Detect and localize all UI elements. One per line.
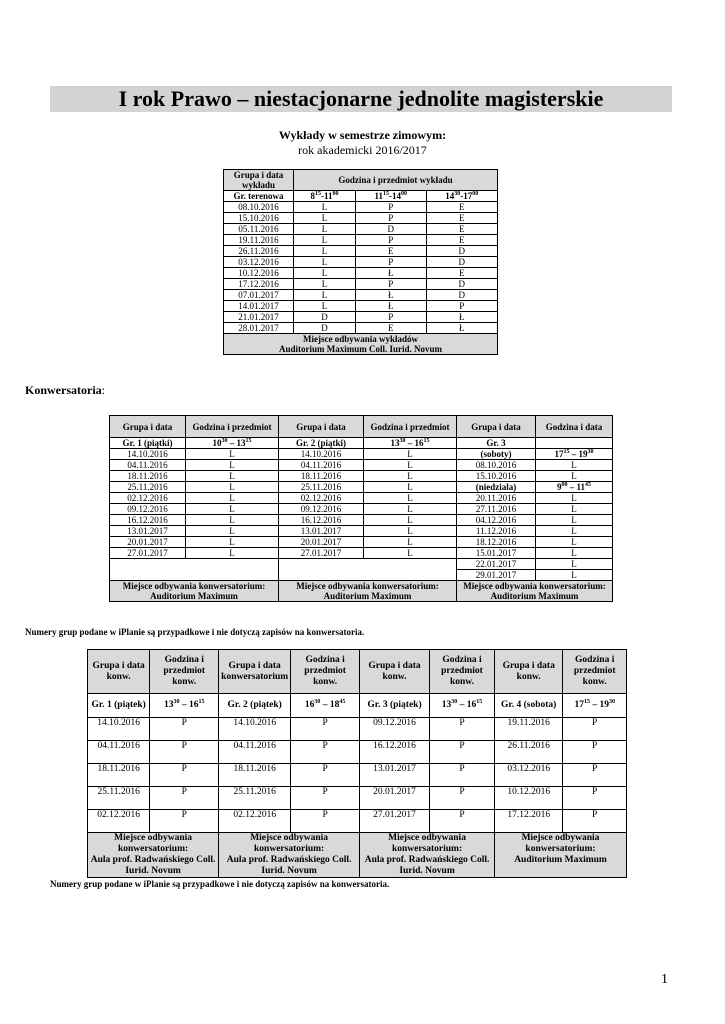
date-cell: 15.01.2017 [457, 548, 536, 559]
time-minutes: 30 [173, 698, 180, 705]
subject-cell: L [186, 526, 279, 537]
date-cell: 07.01.2017 [224, 290, 294, 301]
slot-time [426, 191, 497, 202]
group-3-time [536, 482, 613, 493]
date-cell: 05.11.2016 [224, 224, 294, 235]
time-hours: -14 [389, 191, 402, 201]
subject-cell: P [429, 718, 494, 741]
academic-year: rok akademicki 2016/2017 [298, 143, 427, 157]
table-row [110, 471, 613, 482]
subject-cell: P [150, 787, 219, 810]
subject-cell: L [294, 235, 356, 246]
subject-cell: Ł [356, 268, 427, 279]
subject-cell: D [294, 323, 356, 334]
group-1-label: Gr. 1 (piątki) [110, 438, 186, 449]
date-cell: 16.12.2016 [360, 741, 430, 764]
subject-cell: L [364, 515, 457, 526]
date-cell: 04.12.2016 [457, 515, 536, 526]
date-cell: 14.10.2016 [110, 449, 186, 460]
place-label: Miejsce odbywania wykładów [302, 334, 418, 344]
empty-cell [536, 438, 613, 449]
header-cell: Grupa i data konw. [495, 650, 563, 694]
place-value: Auditorium Maximum [514, 855, 607, 865]
table-row [224, 268, 498, 279]
time-minutes: 45 [585, 482, 591, 488]
subject-cell: P [291, 764, 360, 787]
slot-time [294, 191, 356, 202]
date-cell: 04.11.2016 [219, 741, 291, 764]
date-cell: 16.12.2016 [110, 515, 186, 526]
date-cell: 21.01.2017 [224, 312, 294, 323]
table-row [224, 279, 498, 290]
subject-cell: L [536, 515, 613, 526]
subject-cell: L [536, 493, 613, 504]
date-cell: 18.11.2016 [219, 764, 291, 787]
empty-cell [110, 559, 279, 581]
time-hours: 13 [390, 438, 400, 448]
date-cell: 27.11.2016 [457, 504, 536, 515]
header-cell: Godzina i przedmiot konw. [429, 650, 494, 694]
group-label: Gr. 4 (sobota) [495, 694, 563, 718]
subject-cell: Ł [356, 290, 427, 301]
date-cell: 10.12.2016 [224, 268, 294, 279]
table-row [88, 764, 627, 787]
subject-cell: L [536, 504, 613, 515]
header-cell: Grupa i data konw. [88, 650, 150, 694]
subject-cell: Ł [426, 323, 497, 334]
subject-cell: D [426, 257, 497, 268]
table-row [224, 290, 498, 301]
date-cell: 03.12.2016 [495, 764, 563, 787]
time-hours: 13 [163, 700, 174, 710]
subject-cell: L [294, 301, 356, 312]
place-cell [457, 581, 613, 602]
header-group-date: Grupa i data [110, 416, 186, 438]
date-cell: 10.12.2016 [495, 787, 563, 810]
subject-cell: L [186, 504, 279, 515]
table-row [110, 493, 613, 504]
date-cell: 13.01.2017 [110, 526, 186, 537]
date-cell: 13.01.2017 [360, 764, 430, 787]
place-cell [110, 581, 279, 602]
place-value: Auditorium Maximum [490, 591, 579, 601]
time-minutes: 15 [383, 191, 390, 197]
header-hour-subject: Godzina i przedmiot wykładu [294, 170, 498, 191]
table-row [110, 559, 613, 570]
subject-cell: L [186, 493, 279, 504]
time-minutes: 15 [563, 449, 570, 455]
subject-cell: L [536, 460, 613, 471]
subject-cell: P [429, 787, 494, 810]
time-minutes: 15 [476, 698, 483, 705]
date-cell: 02.12.2016 [219, 810, 291, 833]
table-row [88, 810, 627, 833]
place-label: Miejsce odbywania konwersatorium: [114, 833, 192, 854]
subject-cell: L [186, 515, 279, 526]
lectures-heading: Wykłady w semestrze zimowym: [278, 128, 447, 142]
place-value: Aula prof. Radwańskiego Coll. Iurid. Novum [226, 855, 352, 876]
date-cell: 15.10.2016 [457, 471, 536, 482]
lectures-table [223, 169, 498, 355]
date-cell: 20.01.2017 [110, 537, 186, 548]
time-hours: 8 [310, 191, 315, 201]
time-minutes: 45 [339, 698, 346, 705]
table-row [224, 213, 498, 224]
subject-cell: P [563, 810, 627, 833]
subject-cell: L [294, 246, 356, 257]
subject-cell: L [186, 449, 279, 460]
date-cell: 17.12.2016 [224, 279, 294, 290]
date-cell: 27.01.2017 [360, 810, 430, 833]
subject-cell: E [426, 224, 497, 235]
place-value: Auditorium Maximum [323, 591, 412, 601]
table-row [224, 301, 498, 312]
group-time [291, 694, 360, 718]
group-3-time [536, 449, 613, 460]
time-minutes: 30 [454, 191, 461, 197]
subject-cell: L [294, 202, 356, 213]
date-cell: 19.11.2016 [224, 235, 294, 246]
subject-cell: P [429, 810, 494, 833]
table-row [224, 312, 498, 323]
subject-cell: L [294, 279, 356, 290]
time-minutes: 15 [198, 698, 205, 705]
subject-cell: P [291, 741, 360, 764]
time-hours: 17 [574, 700, 584, 710]
table-row [224, 257, 498, 268]
subject-cell: L [294, 257, 356, 268]
date-cell: 27.01.2017 [279, 548, 364, 559]
subject-cell: P [426, 301, 497, 312]
subject-cell: P [291, 718, 360, 741]
date-cell: 15.10.2016 [224, 213, 294, 224]
time-hours: – 18 [320, 700, 340, 710]
subject-cell: P [356, 213, 427, 224]
subject-cell: P [563, 787, 627, 810]
time-hours: -17 [460, 191, 473, 201]
subject-cell: L [536, 570, 613, 581]
place-value: Auditorium Maximum [150, 591, 238, 601]
time-hours: – 19 [569, 449, 588, 459]
header-hour-subject: Godzina i przedmiot [364, 416, 457, 438]
subject-cell: E [426, 213, 497, 224]
slot-time [356, 191, 427, 202]
subject-cell: E [356, 323, 427, 334]
date-cell: 20.11.2016 [457, 493, 536, 504]
time-minutes: 30 [587, 449, 594, 455]
place-cell [495, 833, 627, 878]
subject-cell: L [536, 548, 613, 559]
date-cell: 16.12.2016 [279, 515, 364, 526]
time-hours: 17 [554, 449, 564, 459]
subject-cell: P [356, 202, 427, 213]
subject-cell: P [150, 718, 219, 741]
table-row [110, 526, 613, 537]
subject-cell: P [291, 787, 360, 810]
table-row [110, 504, 613, 515]
table-row [224, 224, 498, 235]
date-cell: 14.01.2017 [224, 301, 294, 312]
time-minutes: 30 [399, 438, 406, 444]
place-label: Miejsce odbywania konwersatorium: [122, 581, 266, 591]
subject-cell: Ł [426, 312, 497, 323]
date-cell: 26.11.2016 [495, 741, 563, 764]
subject-cell: P [150, 741, 219, 764]
subject-cell: L [186, 460, 279, 471]
subject-cell: P [429, 741, 494, 764]
date-cell: 09.12.2016 [110, 504, 186, 515]
date-cell: 03.12.2016 [224, 257, 294, 268]
place-cell [360, 833, 495, 878]
subject-cell: E [426, 268, 497, 279]
header-group-date: Grupa i data wykładu [224, 170, 294, 191]
date-cell: 25.11.2016 [219, 787, 291, 810]
time-minutes: 15 [245, 438, 252, 444]
date-cell: 18.11.2016 [279, 471, 364, 482]
header-hour-date: Godzina i data [536, 416, 613, 438]
date-cell: 13.01.2017 [279, 526, 364, 537]
place-value: Auditorium Maximum Coll. Iurid. Novum [278, 344, 442, 354]
date-cell: 17.12.2016 [495, 810, 563, 833]
header-cell: Godzina i przedmiot konw. [150, 650, 219, 694]
subject-cell: L [364, 537, 457, 548]
subject-cell: L [364, 526, 457, 537]
time-hours: – 11 [567, 482, 585, 492]
date-cell: 18.12.2016 [457, 537, 536, 548]
subject-cell: P [563, 718, 627, 741]
date-cell: 04.11.2016 [279, 460, 364, 471]
date-cell: 25.11.2016 [110, 482, 186, 493]
subject-cell: L [536, 471, 613, 482]
subject-cell: L [364, 482, 457, 493]
date-cell: 14.10.2016 [88, 718, 150, 741]
time-minutes: 00 [561, 482, 568, 488]
date-cell: 18.11.2016 [110, 471, 186, 482]
group-2-label: Gr. 2 (piątki) [279, 438, 364, 449]
date-cell: 20.01.2017 [360, 787, 430, 810]
table-row [110, 515, 613, 526]
place-label: Miejsce odbywania konwersatorium: [296, 581, 439, 591]
subject-cell: L [186, 537, 279, 548]
groups-note-2: Numery grup podane w iPlanie są przypadkowe i nie dotyczą zapisów na konwersatoria. [50, 879, 390, 889]
konwersatoria-table-1 [109, 415, 613, 602]
page-number: 1 [661, 972, 668, 987]
time-minutes: 15 [315, 191, 321, 197]
subject-cell: L [294, 224, 356, 235]
date-cell: 04.11.2016 [110, 460, 186, 471]
group-3-label: Gr. 3 [457, 438, 536, 449]
place-label: Miejsce odbywania konwersatorium: [521, 833, 600, 854]
header-cell: Grupa i data konwersatorium [219, 650, 291, 694]
date-cell: 14.10.2016 [219, 718, 291, 741]
subject-cell: D [426, 246, 497, 257]
subject-cell: L [364, 449, 457, 460]
date-cell: 02.12.2016 [279, 493, 364, 504]
subject-cell: P [150, 810, 219, 833]
subject-cell: L [536, 537, 613, 548]
table-row [110, 460, 613, 471]
subject-cell: L [294, 268, 356, 279]
header-cell: Godzina i przedmiot konw. [291, 650, 360, 694]
time-minutes: 15 [423, 438, 430, 444]
empty-cell [279, 559, 457, 581]
group-2-time [364, 438, 457, 449]
table-row [224, 323, 498, 334]
subject-cell: L [294, 213, 356, 224]
time-hours: -11 [321, 191, 333, 201]
subject-cell: D [294, 312, 356, 323]
subject-cell: Ł [356, 301, 427, 312]
subject-cell: P [356, 312, 427, 323]
date-cell: 14.10.2016 [279, 449, 364, 460]
group-label: Gr. terenowa [224, 191, 294, 202]
date-cell: (niedziala) [457, 482, 536, 493]
place-cell [219, 833, 360, 878]
subject-cell: P [356, 235, 427, 246]
date-cell: 04.11.2016 [88, 741, 150, 764]
time-hours: – 13 [227, 438, 246, 448]
subject-cell: P [563, 764, 627, 787]
subject-cell: L [364, 504, 457, 515]
date-cell: 27.01.2017 [110, 548, 186, 559]
table-row [88, 718, 627, 741]
date-cell: 22.01.2017 [457, 559, 536, 570]
subject-cell: L [536, 559, 613, 570]
time-hours: – 16 [457, 700, 477, 710]
table-row [88, 741, 627, 764]
date-cell: 19.11.2016 [495, 718, 563, 741]
time-minutes: 30 [451, 698, 458, 705]
group-time [429, 694, 494, 718]
time-minutes: 30 [221, 438, 228, 444]
subject-cell: D [426, 290, 497, 301]
subject-cell: E [426, 235, 497, 246]
groups-note: Numery grup podane w iPlanie są przypadkowe i nie dotyczą zapisów na konwersatoria. [25, 627, 365, 637]
group-label: Gr. 1 (piątek) [88, 694, 150, 718]
subject-cell: D [356, 224, 427, 235]
subject-cell: L [186, 548, 279, 559]
date-cell: 08.10.2016 [457, 460, 536, 471]
date-cell: 02.12.2016 [110, 493, 186, 504]
time-minutes: 15 [583, 698, 590, 705]
table-row [224, 202, 498, 213]
header-group-date: Grupa i data [457, 416, 536, 438]
subject-cell: D [426, 279, 497, 290]
table-row [110, 537, 613, 548]
subject-cell: L [364, 548, 457, 559]
date-cell: 28.01.2017 [224, 323, 294, 334]
subject-cell: L [536, 526, 613, 537]
subject-cell: P [356, 279, 427, 290]
date-cell: 25.11.2016 [279, 482, 364, 493]
subject-cell: P [563, 741, 627, 764]
subject-cell: L [294, 290, 356, 301]
header-hour-subject: Godzina i przedmiot [186, 416, 279, 438]
time-hours: – 16 [179, 700, 199, 710]
lecture-place [224, 334, 498, 355]
time-hours: 10 [212, 438, 222, 448]
header-cell: Grupa i data konw. [360, 650, 430, 694]
date-cell: 25.11.2016 [88, 787, 150, 810]
date-cell: 08.10.2016 [224, 202, 294, 213]
time-hours: 16 [304, 700, 315, 710]
date-cell: 02.12.2016 [88, 810, 150, 833]
subject-cell: L [364, 493, 457, 504]
time-minutes: 30 [608, 698, 615, 705]
table-row [224, 246, 498, 257]
subject-cell: L [186, 482, 279, 493]
group-label: Gr. 3 (piątek) [360, 694, 430, 718]
subject-cell: E [356, 246, 427, 257]
subject-cell: L [364, 460, 457, 471]
place-value: Aula prof. Radwańskiego Coll. Iurid. Novum [364, 855, 490, 876]
table-row [88, 787, 627, 810]
place-label: Miejsce odbywania konwersatorium: [388, 833, 466, 854]
subject-cell: E [426, 202, 497, 213]
table-row [110, 548, 613, 559]
table-row [224, 235, 498, 246]
date-cell: 29.01.2017 [457, 570, 536, 581]
date-cell: 09.12.2016 [360, 718, 430, 741]
subject-cell: L [186, 471, 279, 482]
time-minutes: 00 [472, 191, 479, 197]
place-cell [279, 581, 457, 602]
place-cell [88, 833, 219, 878]
subject-cell: P [291, 810, 360, 833]
table-row [110, 482, 613, 493]
time-hours: 13 [441, 700, 452, 710]
group-label: Gr. 2 (piątek) [219, 694, 291, 718]
place-label: Miejsce odbywania konwersatorium: [463, 581, 606, 591]
time-hours: – 16 [405, 438, 424, 448]
time-hours: 11 [374, 191, 384, 201]
group-time [563, 694, 627, 718]
table-row [110, 449, 613, 460]
time-hours: 9 [556, 482, 562, 492]
date-cell: 09.12.2016 [279, 504, 364, 515]
subject-cell: L [364, 471, 457, 482]
date-cell: 20.01.2017 [279, 537, 364, 548]
header-group-date: Grupa i data [279, 416, 364, 438]
time-hours: 14 [445, 191, 455, 201]
konwersatoria-heading: Konwersatoria: [25, 383, 105, 397]
konwersatoria-table-2 [87, 649, 627, 878]
date-cell: 18.11.2016 [88, 764, 150, 787]
time-minutes: 30 [314, 698, 321, 705]
date-cell: (soboty) [457, 449, 536, 460]
group-time [150, 694, 219, 718]
subject-cell: P [429, 764, 494, 787]
subject-cell: P [150, 764, 219, 787]
subject-cell: P [356, 257, 427, 268]
place-label: Miejsce odbywania konwersatorium: [250, 833, 329, 854]
header-cell: Godzina i przedmiot konw. [563, 650, 627, 694]
time-minutes: 00 [332, 191, 339, 197]
time-hours: – 19 [589, 700, 609, 710]
page-title: I rok Prawo – niestacjonarne jednolite magisterskie [50, 86, 672, 112]
date-cell: 11.12.2016 [457, 526, 536, 537]
group-1-time [186, 438, 279, 449]
date-cell: 26.11.2016 [224, 246, 294, 257]
time-minutes: 00 [401, 191, 408, 197]
place-value: Aula prof. Radwańskiego Coll. Iurid. Novum [90, 855, 216, 876]
